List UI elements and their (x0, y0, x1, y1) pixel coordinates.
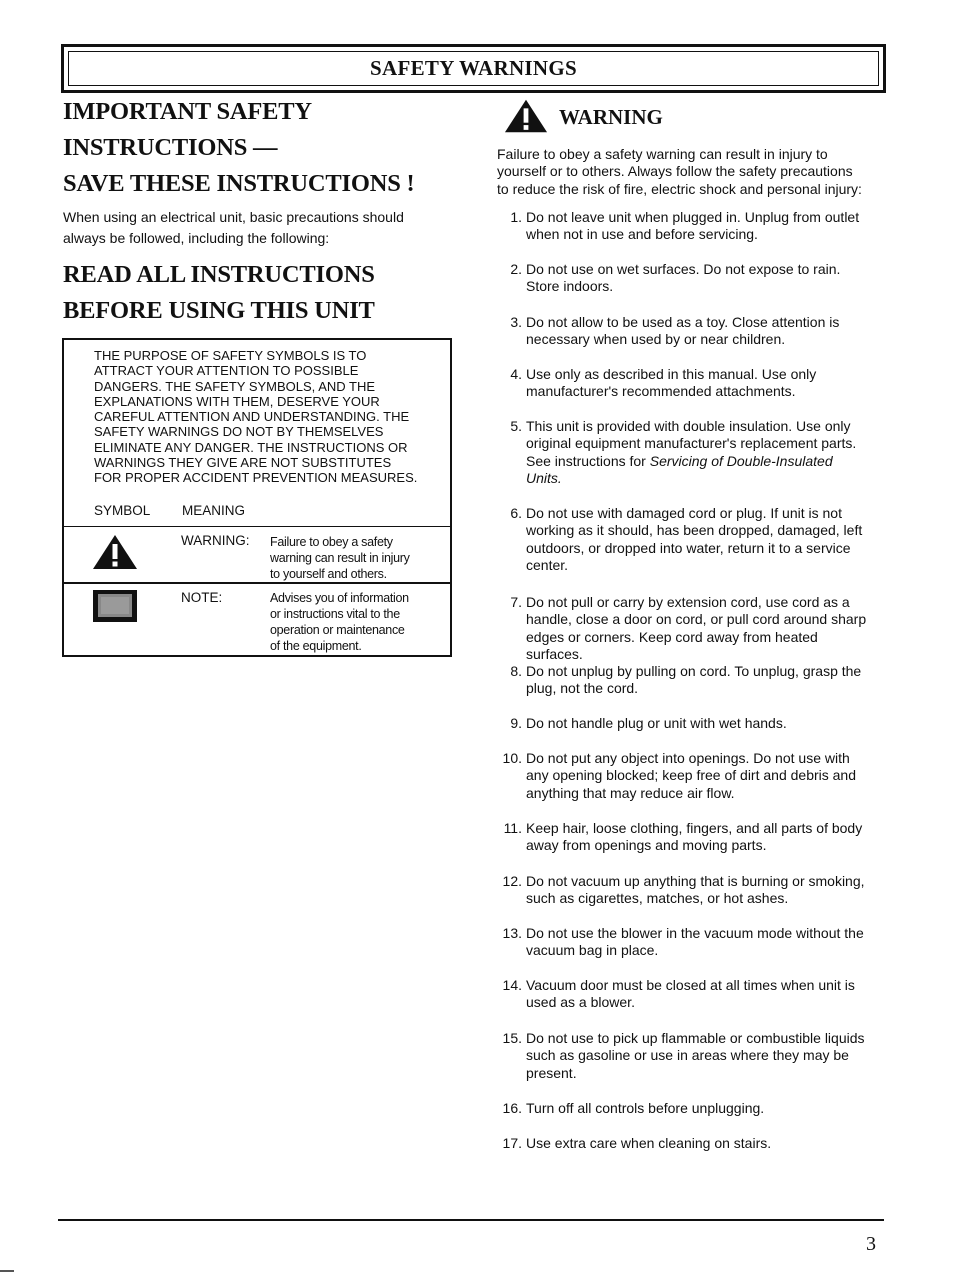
warning-meaning (270, 534, 410, 582)
item-line: Do not unplug by pulling on cord. To unplug, grasp the (526, 663, 862, 679)
item-line: Keep hair, loose clothing, fingers, and all parts of body (526, 820, 863, 836)
item-text (526, 977, 888, 1012)
intro-line: When using an electrical unit, basic precautions should (63, 209, 404, 225)
warning-heading: WARNING (559, 105, 663, 129)
note-square-icon (92, 589, 138, 623)
item-text (526, 1100, 888, 1117)
item-line: Do not pull or carry by extension cord, use cord as a (526, 594, 850, 610)
item-line: Do not vacuum up anything that is burning or smoking, (526, 873, 865, 889)
item-number: 8. (510, 663, 522, 679)
warning-triangle-icon (504, 98, 548, 134)
item-number: 9. (510, 715, 522, 731)
item-number: 15. (502, 1030, 522, 1046)
item-line: original equipment manufacturer's replacement parts. (526, 435, 857, 452)
item-number: 2. (510, 261, 522, 277)
heading-important-safety: IMPORTANT SAFETY (63, 98, 312, 125)
col-header-symbol: SYMBOL (94, 503, 151, 518)
section-title: SAFETY WARNINGS (370, 56, 577, 80)
item-line: such as gasoline or use in areas where they may be (526, 1047, 849, 1064)
page-number: 3 (866, 1233, 876, 1255)
item-number: 5. (510, 418, 522, 434)
warning-intro-line: yourself or to others. Always follow the safety precautions (497, 163, 853, 180)
purpose-line: DANGERS. THE SAFETY SYMBOLS, AND THE (94, 378, 376, 394)
item-line: Use only as described in this manual. Use only (526, 366, 817, 382)
see-reference-end: Units. (526, 469, 562, 486)
item-line: handle, close a door on cord, or pull cord around sharp (526, 611, 867, 628)
symbol-row-note (64, 584, 450, 656)
item-text (526, 925, 888, 960)
see-reference: Servicing of Double-Insulated (649, 452, 833, 469)
item-line: anything that may reduce air flow. (526, 784, 735, 801)
item-text (526, 820, 888, 855)
item-number: 14. (502, 977, 522, 993)
item-line: manufacturer's recommended attachments. (526, 383, 796, 400)
item-line: present. (526, 1064, 577, 1081)
heading-save-instructions: SAVE THESE INSTRUCTIONS ! (63, 170, 415, 197)
purpose-line: WARNINGS THEY GIVE ARE NOT SUBSTITUTES (94, 455, 392, 471)
item-number: 4. (510, 366, 522, 382)
purpose-line: FOR PROPER ACCIDENT PREVENTION MEASURES. (94, 470, 418, 486)
meaning-line: of the equipment. (270, 639, 362, 653)
symbols-purpose-text (94, 348, 444, 486)
item-line: Store indoors. (526, 278, 614, 295)
intro-paragraph (63, 207, 453, 249)
meaning-line: Failure to obey a safety (270, 535, 393, 549)
item-line: necessary when used by or near children. (526, 331, 786, 348)
item-number: 12. (502, 873, 522, 889)
item-line: Do not put any object into openings. Do not use with (526, 750, 850, 766)
item-line: Do not use the blower in the vacuum mode without the (526, 925, 864, 941)
heading-before-using: BEFORE USING THIS UNIT (63, 297, 375, 324)
item-text (526, 1030, 888, 1082)
section-banner-inner (68, 51, 879, 86)
item-line: outdoors, or dropped into water, return it to a service (526, 539, 851, 556)
safety-symbols-box (62, 338, 452, 657)
item-line: such as cigarettes, matches, or hot ashes. (526, 890, 789, 907)
item-text (526, 366, 888, 401)
item-line: Do not allow to be used as a toy. Close attention is (526, 314, 840, 330)
purpose-line: SAFETY WARNINGS DO NOT BY THEMSELVES (94, 424, 384, 440)
item-line: used as a blower. (526, 994, 635, 1011)
item-number: 3. (510, 314, 522, 330)
item-number: 7. (510, 594, 522, 610)
item-line: Do not leave unit when plugged in. Unplug from outlet (526, 209, 860, 225)
item-line: Vacuum door must be closed at all times when unit is (526, 977, 855, 993)
item-text (526, 663, 888, 698)
item-text (526, 1135, 888, 1152)
item-number: 11. (503, 820, 522, 836)
meaning-line: to yourself and others. (270, 567, 387, 581)
item-text (526, 209, 888, 244)
item-number: 13. (502, 925, 522, 941)
meaning-line: warning can result in injury (270, 551, 410, 565)
item-line: plug, not the cord. (526, 680, 639, 697)
item-text (526, 505, 888, 574)
item-text (526, 418, 888, 487)
warning-intro-line: to reduce the risk of fire, electric shock and personal injury: (497, 180, 862, 197)
see-prefix: See instructions for (526, 452, 650, 469)
warning-label: WARNING: (181, 533, 250, 548)
item-number: 1. (510, 209, 522, 225)
purpose-line: EXPLANATIONS WITH THEM, DESERVE YOUR (94, 393, 380, 409)
item-line: edges or corners. Keep cord away from heated (526, 628, 818, 645)
item-text (526, 594, 888, 663)
item-line (526, 453, 888, 470)
item-number: 16. (502, 1100, 522, 1116)
heading-read-all: READ ALL INSTRUCTIONS (63, 261, 375, 288)
note-meaning (270, 590, 409, 654)
section-banner (61, 44, 886, 93)
item-line (526, 470, 888, 487)
item-line: when not in use and before servicing. (526, 226, 758, 243)
item-line: working as it should, has been dropped, damaged, left (526, 522, 863, 539)
symbol-row-warning (64, 527, 450, 582)
purpose-line: ELIMINATE ANY DANGER. THE INSTRUCTIONS OR (94, 439, 408, 455)
item-number: 10. (502, 750, 522, 766)
meaning-line: operation or maintenance (270, 623, 405, 637)
note-label: NOTE: (181, 590, 223, 605)
item-line: This unit is provided with double insulation. Use only (526, 418, 851, 434)
intro-line: always be followed, including the following: (63, 230, 330, 246)
item-text (526, 314, 888, 349)
item-number: 6. (510, 505, 522, 521)
col-header-meaning: MEANING (182, 503, 246, 518)
item-line: center. (526, 556, 569, 573)
item-line: surfaces. (526, 645, 583, 662)
item-line: Do not use to pick up flammable or combustible liquids (526, 1030, 865, 1046)
meaning-line: or instructions vital to the (270, 607, 400, 621)
item-text (526, 715, 888, 732)
purpose-line: ATTRACT YOUR ATTENTION TO POSSIBLE (94, 363, 359, 379)
item-number: 17. (502, 1135, 522, 1151)
purpose-line: THE PURPOSE OF SAFETY SYMBOLS IS TO (94, 348, 367, 363)
warning-triangle-icon (92, 534, 138, 570)
item-line: Do not handle plug or unit with wet hands. (526, 715, 787, 731)
heading-instructions: INSTRUCTIONS — (63, 134, 278, 161)
warning-intro-line: Failure to obey a safety warning can result in injury to (497, 146, 828, 162)
item-line: vacuum bag in place. (526, 942, 659, 959)
footer-rule (58, 1219, 884, 1221)
scan-mark (0, 1270, 14, 1272)
item-line: any opening blocked; keep free of dirt and debris and (526, 767, 857, 784)
item-line: Use extra care when cleaning on stairs. (526, 1135, 772, 1151)
item-text (526, 873, 888, 908)
warning-intro (497, 146, 897, 198)
item-line: Turn off all controls before unplugging. (526, 1100, 765, 1116)
purpose-line: CAREFUL ATTENTION AND UNDERSTANDING. THE (94, 409, 410, 425)
item-line: away from openings and moving parts. (526, 837, 767, 854)
item-line: Do not use on wet surfaces. Do not expose to rain. (526, 261, 841, 277)
item-text (526, 750, 888, 802)
meaning-line: Advises you of information (270, 591, 409, 605)
item-text (526, 261, 888, 296)
item-line: Do not use with damaged cord or plug. If unit is not (526, 505, 842, 521)
